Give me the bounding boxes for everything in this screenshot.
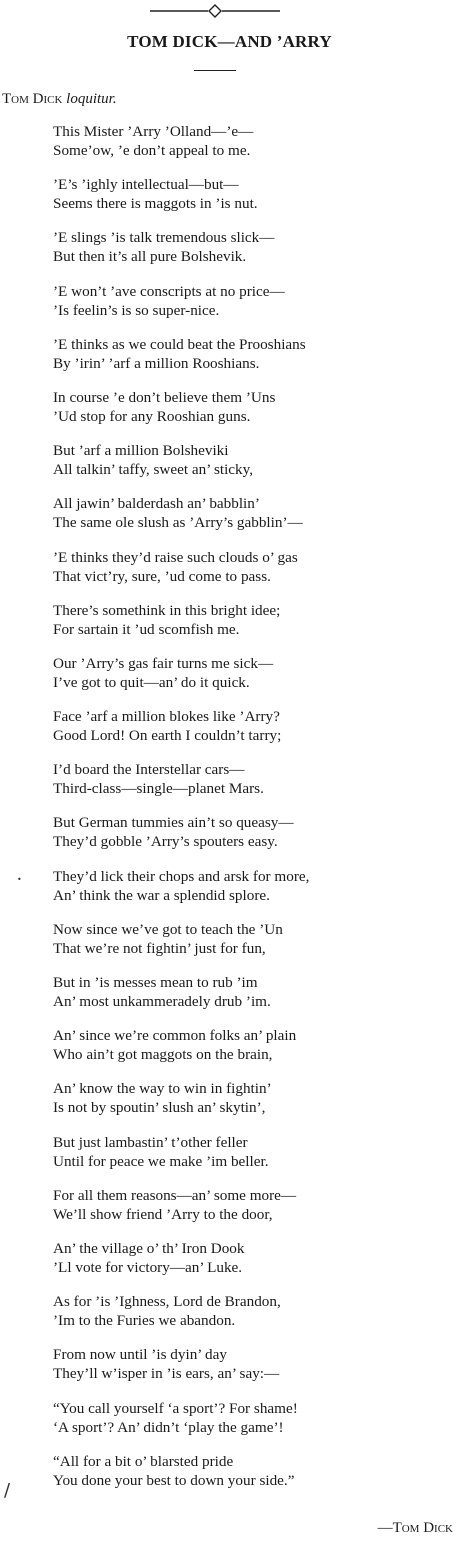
stanza (53, 973, 453, 1011)
poem-line: I’d board the Interstellar cars— (53, 761, 245, 779)
stanza (53, 1026, 453, 1064)
poem-line: All jawin’ balderdash an’ babblin’ (53, 495, 260, 513)
poem-line: ’E thinks they’d raise such clouds o’ gas (53, 548, 298, 566)
poem-line: But then it’s all pure Bolshevik. (53, 248, 247, 266)
stanza (53, 441, 453, 479)
print-speck: • (17, 875, 22, 884)
poem-line: ‘A sport’? An’ didn’t ‘play the game’! (53, 1418, 284, 1436)
poem-line: That we’re not fightin’ just for fun, (53, 939, 266, 957)
poem-line: For sartain it ’ud scomfish me. (53, 620, 240, 638)
poem-line: This Mister ’Arry ’Olland—’e— (53, 123, 254, 140)
poem-line: Now since we’ve got to teach the ’Un (53, 920, 283, 938)
ornament-rule-icon (150, 4, 280, 18)
poem-line: You done your best to down your side.” (53, 1471, 295, 1489)
poem-line: An’ know the way to win in fightin’ (53, 1080, 272, 1098)
stanza (53, 335, 453, 373)
stanza (53, 1452, 453, 1490)
print-scratch: / (4, 1480, 11, 1501)
stanza (53, 175, 453, 213)
poem-line: Some’ow, ’e don’t appeal to me. (53, 142, 251, 159)
poem-line: Our ’Arry’s gas fair turns me sick— (53, 654, 274, 672)
poem-line: Until for peace we make ’im beller. (53, 1152, 269, 1170)
stanza (53, 1186, 453, 1224)
stanza (53, 1239, 453, 1277)
stanza (53, 1133, 453, 1171)
poem-line: From now until ’is dyin’ day (53, 1346, 227, 1364)
stanza (53, 1399, 453, 1437)
poem-line: For all them reasons—an’ some more— (53, 1186, 297, 1204)
poem-line: “You call yourself ‘a sport’? For shame! (53, 1399, 298, 1417)
poem-line: ’Im to the Furies we abandon. (53, 1312, 236, 1330)
poem-line: Face ’arf a million blokes like ’Arry? (53, 708, 280, 726)
poem-line: That vict’ry, sure, ’ud come to pass. (53, 567, 271, 585)
poem-line: They’d lick their chops and arsk for more, (53, 867, 310, 885)
speaker-tag: loquitur. (66, 91, 117, 107)
poem-line: They’d gobble ’Arry’s spouters easy. (53, 833, 278, 851)
poem-line: But German tummies ain’t so queasy— (53, 814, 294, 832)
stanza (53, 1345, 453, 1383)
poem-line: An’ most unkammeradely drub ’im. (53, 993, 271, 1010)
poem-line: An’ since we’re common folks an’ plain (53, 1027, 297, 1045)
stanza (53, 654, 453, 692)
poem-line: But ’arf a million Bolsheviki (53, 442, 229, 460)
poem-line: Seems there is maggots in ’is nut. (53, 195, 258, 213)
poem-line: As for ’is ’Ighness, Lord de Brandon, (53, 1293, 281, 1311)
poem-body (53, 122, 453, 1505)
stanza (53, 867, 453, 905)
stanza (53, 813, 453, 851)
stanza (53, 282, 453, 320)
stanza (53, 1079, 453, 1117)
poem-line: In course ’e don’t believe them ’Uns (53, 388, 276, 406)
poem-line: The same ole slush as ’Arry’s gabblin’— (53, 514, 303, 532)
poem-line: They’ll w’isper in ’is ears, an’ say:— (53, 1365, 280, 1383)
poem-line: ’E won’t ’ave conscripts at no price— (53, 282, 285, 300)
poem-line: But just lambastin’ t’other feller (53, 1133, 248, 1151)
poem-line: We’ll show friend ’Arry to the door, (53, 1205, 273, 1223)
poem-title: TOM DICK—AND ’ARRY (127, 32, 332, 51)
poem-line: Is not by spoutin’ slush an’ skytin’, (53, 1099, 266, 1117)
stanza (53, 548, 453, 586)
signature-text: —Tom Dick (377, 1520, 453, 1536)
poem-line: ’Ll vote for victory—an’ Luke. (53, 1258, 243, 1276)
poem-line: Who ain’t got maggots on the brain, (53, 1046, 273, 1064)
stanza (53, 601, 453, 639)
signature (378, 1520, 453, 1537)
poem-line: By ’irin’ ’arf a million Rooshians. (53, 354, 260, 372)
poem-line: But in ’is messes mean to rub ’im (53, 974, 258, 991)
poem-line: There’s somethink in this bright idee; (53, 601, 281, 619)
poem-line: ’E thinks as we could beat the Prooshians (53, 335, 306, 353)
stanza (53, 494, 453, 532)
title-divider (194, 70, 236, 71)
poem-line: Good Lord! On earth I couldn’t tarry; (53, 727, 282, 745)
speaker-line (2, 91, 117, 108)
poem-line: Third-class—single—planet Mars. (53, 780, 264, 798)
stanza (53, 707, 453, 745)
stanza (53, 1292, 453, 1330)
poem-line: ’E slings ’is talk tremendous slick— (53, 229, 275, 247)
stanza (53, 388, 453, 426)
stanza (53, 760, 453, 798)
speaker-name: Tom Dick (2, 91, 63, 107)
stanza (53, 122, 453, 160)
poem-line: An’ the village o’ th’ Iron Dook (53, 1239, 245, 1257)
poem-line: ’Is feelin’s is so super-nice. (53, 301, 220, 319)
poem-line: An’ think the war a splendid splore. (53, 886, 270, 904)
stanza (53, 920, 453, 958)
poem-line: ’E’s ’ighly intellectual—but— (53, 176, 239, 194)
poem-line: ’Ud stop for any Rooshian guns. (53, 407, 251, 425)
poem-line: “All for a bit o’ blarsted pride (53, 1452, 234, 1470)
poem-line: I’ve got to quit—an’ do it quick. (53, 673, 250, 691)
stanza (53, 228, 453, 266)
poem-line: All talkin’ taffy, sweet an’ sticky, (53, 461, 254, 479)
